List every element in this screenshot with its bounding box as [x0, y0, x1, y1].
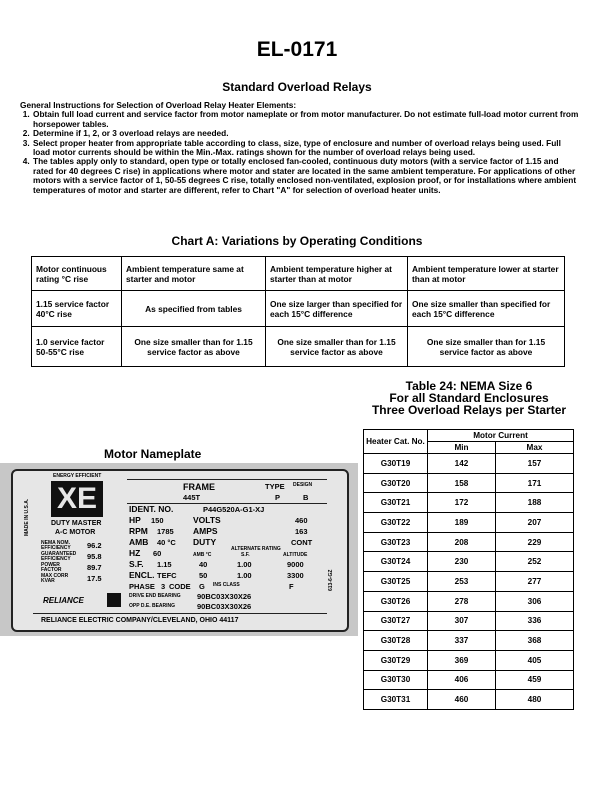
motor-nameplate-image	[0, 463, 358, 636]
ac-motor-label: A-C MOTOR	[55, 529, 96, 536]
max-cell: 336	[496, 611, 574, 631]
rpm-value: 1785	[157, 527, 174, 536]
table-row	[364, 591, 574, 611]
heater-cat-cell: G30T22	[364, 513, 428, 533]
altitude-label: ALTITUDE	[283, 552, 308, 558]
instructions-list	[20, 110, 580, 195]
heater-cat-cell: G30T30	[364, 670, 428, 690]
duty-label: DUTY	[193, 537, 217, 547]
amps-label: AMPS	[193, 526, 218, 536]
heater-cat-cell: G30T26	[364, 591, 428, 611]
max-cell: 405	[496, 650, 574, 670]
min-cell: 307	[428, 611, 496, 631]
table-row	[32, 291, 565, 327]
opp-bearing-value: 90BC03X30X26	[197, 602, 252, 611]
company-label: RELIANCE ELECTRIC COMPANY/CLEVELAND, OHIO 44117	[41, 617, 239, 624]
min-cell: 337	[428, 631, 496, 651]
guaranteed-efficiency-label: GUARANTEED EFFICIENCY	[41, 551, 77, 562]
type-value: P	[275, 493, 281, 502]
table-24-title-line: Table 24: NEMA Size 6	[405, 379, 533, 393]
nameplate-plate	[11, 469, 349, 632]
sf-label: S.F.	[129, 559, 144, 569]
ins-class-label: INS CLASS	[213, 582, 240, 588]
table-cell: One size smaller than for 1.15 service factor as above	[408, 327, 565, 367]
design-label: DESIGN	[293, 482, 313, 488]
table-cell: One size smaller than for 1.15 service factor as above	[122, 327, 266, 367]
duty-master-label: DUTY MASTER	[51, 520, 102, 527]
drive-end-bearing-value: 90BC03X30X26	[197, 592, 252, 601]
max-kvar-value: 17.5	[87, 574, 102, 583]
code-label: CODE	[169, 582, 191, 591]
max-cell: 277	[496, 572, 574, 592]
amb-c-label: AMB °C	[193, 552, 212, 558]
efficiency-label: NEMA NOM. EFFICIENCY	[41, 540, 71, 551]
hp-value: 150	[151, 516, 164, 525]
max-cell: 171	[496, 473, 574, 493]
amps-value: 163	[295, 527, 308, 536]
instruction-item: 3. Select proper heater from appropriate table according to class, size, type of enclosure and number of overload relays being used. Full load motor currents should be within the Min.-Max. ratings shown for the number of overload relays being used.	[32, 139, 580, 158]
table-row	[364, 631, 574, 651]
max-cell: 252	[496, 552, 574, 572]
min-cell: 189	[428, 513, 496, 533]
table-row	[364, 670, 574, 690]
column-header-min: Min	[428, 442, 496, 454]
nameplate-title: Motor Nameplate	[104, 447, 202, 461]
max-cell: 459	[496, 670, 574, 690]
table-row	[364, 532, 574, 552]
document-title: EL-0171	[256, 38, 338, 61]
table-row	[32, 327, 565, 367]
table-cell: One size larger than specified for each 15°C difference	[266, 291, 408, 327]
table-cell: One size smaller than for 1.15 service factor as above	[266, 327, 408, 367]
table-cell: As specified from tables	[122, 291, 266, 327]
design-value: B	[303, 493, 309, 502]
heater-cat-cell: G30T29	[364, 650, 428, 670]
instruction-item: 2. Determine if 1, 2, or 3 overload relays are needed.	[32, 129, 580, 138]
table-24-title	[358, 380, 580, 416]
heater-cat-cell: G30T20	[364, 473, 428, 493]
table-row	[32, 257, 565, 291]
table-row	[364, 552, 574, 572]
reliance-logo-icon	[107, 593, 121, 607]
min-cell: 142	[428, 454, 496, 474]
max-kvar-label: MAX CORR KVAR	[41, 573, 69, 584]
alt2-amb-value: 50	[199, 571, 208, 580]
heater-cat-cell: G30T19	[364, 454, 428, 474]
frame-value: 445T	[183, 493, 201, 502]
instruction-item: 1. Obtain full load current and service factor from motor nameplate or from motor manufacturer. Do not estimate full-load motor current from horsepower tables.	[32, 110, 580, 129]
table-row	[364, 650, 574, 670]
power-factor-label: POWER FACTOR	[41, 562, 62, 573]
table-cell: 1.0 service factor 50-55°C rise	[32, 327, 122, 367]
heater-cat-cell: G30T28	[364, 631, 428, 651]
max-cell: 306	[496, 591, 574, 611]
heater-cat-cell: G30T24	[364, 552, 428, 572]
column-header-max: Max	[496, 442, 574, 454]
min-cell: 253	[428, 572, 496, 592]
alt1-altitude-value: 9000	[287, 560, 304, 569]
table-row	[364, 473, 574, 493]
heater-cat-cell: G30T31	[364, 690, 428, 710]
max-cell: 207	[496, 513, 574, 533]
reliance-brand: RELIANCE	[43, 596, 84, 605]
alt2-sf-value: 1.00	[237, 571, 252, 580]
min-cell: 278	[428, 591, 496, 611]
alt1-sf-value: 1.00	[237, 560, 252, 569]
min-cell: 230	[428, 552, 496, 572]
amb-value: 40 °C	[157, 538, 176, 547]
volts-value: 460	[295, 516, 308, 525]
table-cell: One size smaller than specified for each 15°C difference	[408, 291, 565, 327]
hz-value: 60	[153, 549, 162, 558]
hz-label: HZ	[129, 548, 141, 558]
side-code: 613-6-GZ	[328, 569, 334, 591]
table-24-title-line: For all Standard Enclosures	[389, 391, 549, 405]
table-header-row	[364, 430, 574, 442]
xe-logo	[51, 481, 103, 517]
hp-label: HP	[129, 515, 141, 525]
made-in-usa-label: MADE IN U.S.A.	[24, 498, 30, 536]
sf-value: 1.15	[157, 560, 172, 569]
table-24-title-line: Three Overload Relays per Starter	[371, 403, 567, 417]
amb-label: AMB	[129, 537, 149, 547]
max-cell: 368	[496, 631, 574, 651]
table-row	[364, 454, 574, 474]
min-cell: 369	[428, 650, 496, 670]
frame-label: FRAME	[183, 482, 215, 492]
max-cell: 480	[496, 690, 574, 710]
opp-bearing-label: OPP D.E. BEARING	[129, 603, 176, 609]
type-label: TYPE	[265, 482, 285, 491]
encl-value: TEFC	[157, 571, 177, 580]
table-row	[364, 690, 574, 710]
min-cell: 158	[428, 473, 496, 493]
heater-cat-cell: G30T27	[364, 611, 428, 631]
min-cell: 406	[428, 670, 496, 690]
document-subtitle: Standard Overload Relays	[222, 80, 372, 94]
table-cell: Ambient temperature same at starter and motor	[122, 257, 266, 291]
table-row	[364, 572, 574, 592]
alt1-amb-value: 40	[199, 560, 208, 569]
column-header-motor-current: Motor Current	[428, 430, 574, 442]
power-factor-value: 89.7	[87, 563, 102, 572]
table-cell: Motor continuous rating °C rise	[32, 257, 122, 291]
phase-label: PHASE	[129, 582, 155, 591]
energy-efficient-label: ENERGY EFFICIENT	[53, 473, 102, 479]
alt2-altitude-value: 3300	[287, 571, 304, 580]
alternate-rating-label: ALTERNATE RATING	[231, 546, 281, 552]
sf-small-label: S.F.	[241, 552, 250, 558]
chart-a-title: Chart A: Variations by Operating Conditions	[171, 234, 423, 248]
guaranteed-efficiency-value: 95.8	[87, 552, 102, 561]
rpm-label: RPM	[129, 526, 148, 536]
instructions-heading: General Instructions for Selection of Overload Relay Heater Elements:	[20, 100, 297, 110]
encl-label: ENCL.	[129, 570, 155, 580]
heater-cat-cell: G30T21	[364, 493, 428, 513]
efficiency-value: 96.2	[87, 541, 102, 550]
code-value: G	[199, 582, 205, 591]
instruction-item: 4. The tables apply only to standard, open type or totally enclosed fan-cooled, continuous duty motors (with a service factor of 1.15 and rated for 40 degrees C rise) in applications where motor and stater are located in the same ambient temperature. For applications of other motors with a service factor of 1, 50-55 degrees C rise, totally enclosed non-ventilated, explosion proof, or for installations where ambient temperatures of motor and starter are different, refer to Chart "A" for selection of overload heater units.	[32, 157, 580, 195]
table-24	[363, 429, 574, 710]
max-cell: 188	[496, 493, 574, 513]
table-row	[364, 493, 574, 513]
general-instructions	[20, 101, 580, 195]
table-row	[364, 513, 574, 533]
table-cell: Ambient temperature lower at starter than at motor	[408, 257, 565, 291]
ident-label: IDENT. NO.	[129, 504, 174, 514]
ident-value: P44G520A-G1-XJ	[203, 505, 265, 514]
chart-a-table	[31, 256, 565, 367]
phase-value: 3	[161, 582, 166, 591]
table-cell: 1.15 service factor 40°C rise	[32, 291, 122, 327]
heater-cat-cell: G30T25	[364, 572, 428, 592]
table-cell: Ambient temperature higher at starter than at motor	[266, 257, 408, 291]
min-cell: 208	[428, 532, 496, 552]
xe-logo-text: XE	[56, 482, 98, 515]
max-cell: 157	[496, 454, 574, 474]
heater-cat-cell: G30T23	[364, 532, 428, 552]
drive-end-bearing-label: DRIVE END BEARING	[129, 593, 181, 599]
ins-class-value: F	[289, 582, 294, 591]
volts-label: VOLTS	[193, 515, 221, 525]
duty-value: CONT	[291, 538, 313, 547]
min-cell: 172	[428, 493, 496, 513]
max-cell: 229	[496, 532, 574, 552]
min-cell: 460	[428, 690, 496, 710]
column-header-heater: Heater Cat. No.	[364, 430, 428, 454]
table-row	[364, 611, 574, 631]
